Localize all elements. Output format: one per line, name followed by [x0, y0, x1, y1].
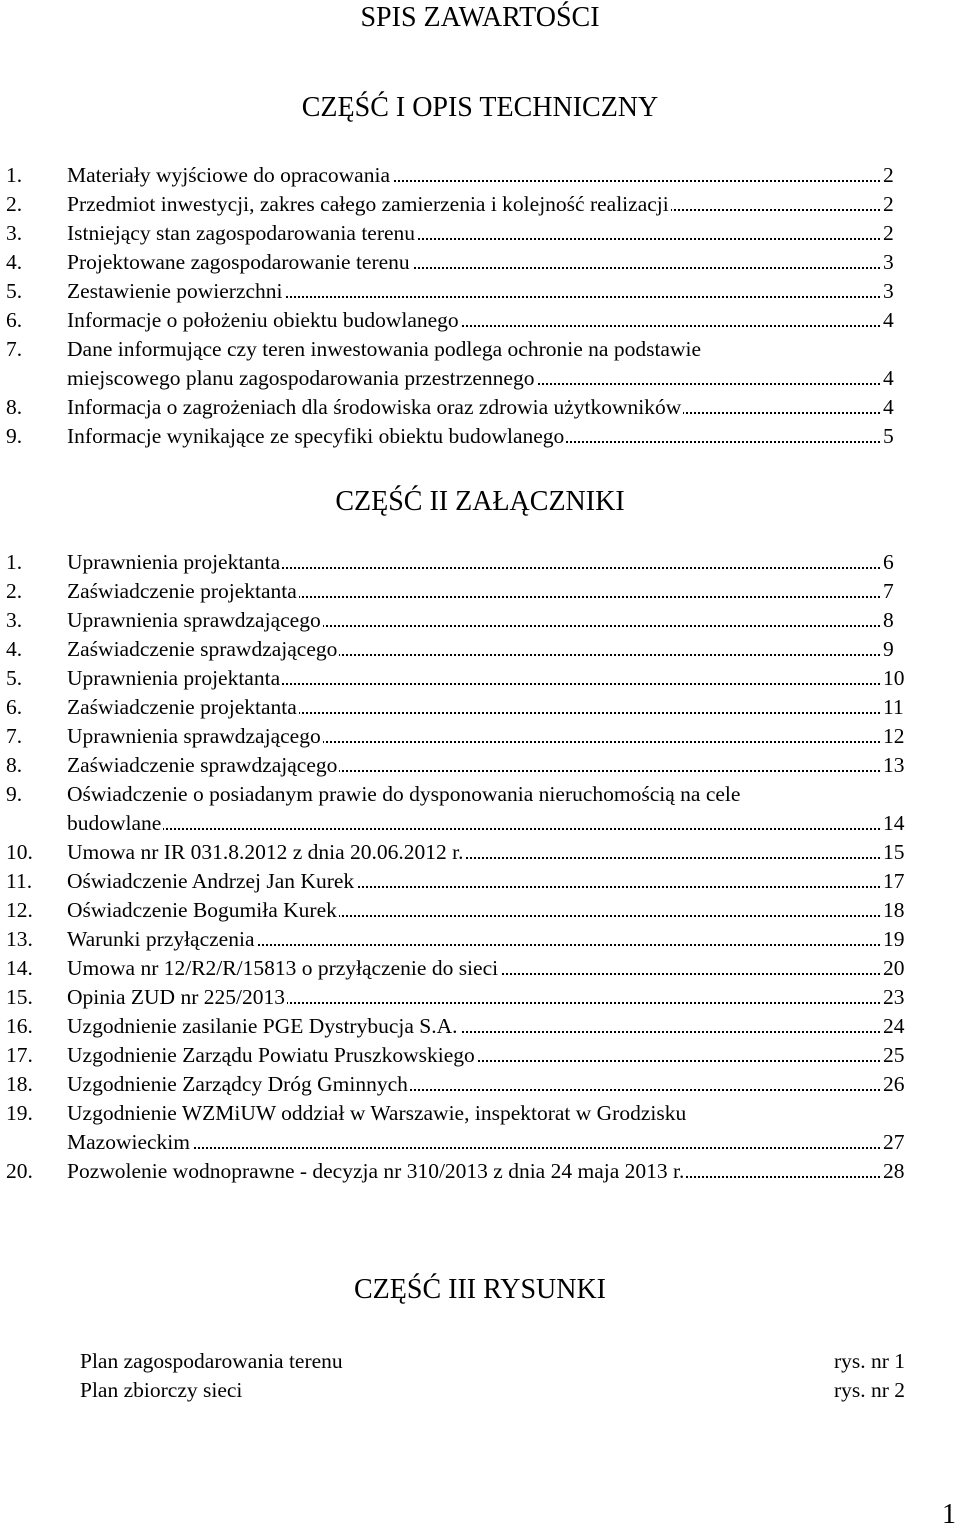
toc-item-page: 9	[883, 637, 894, 661]
toc-item	[0, 1070, 960, 1099]
toc-item-page: 23	[883, 985, 905, 1009]
toc-item-title: budowlane	[67, 811, 162, 835]
toc-item	[0, 548, 960, 577]
toc-item-title: Uprawnienia projektanta	[67, 666, 281, 690]
toc-item-title: miejscowego planu zagospodarowania przestrzennego	[67, 366, 535, 390]
toc-item	[0, 335, 960, 393]
toc-item-page: 4	[883, 395, 894, 419]
toc-item-title: Mazowieckim	[67, 1130, 190, 1154]
toc-item-page: 2	[883, 192, 894, 216]
toc-item-number: 14.	[6, 956, 33, 980]
toc-item	[0, 190, 960, 219]
toc-item-number: 9.	[6, 782, 23, 806]
toc-item-title: Opinia ZUD nr 225/2013	[67, 985, 285, 1009]
toc-item-number: 11.	[6, 869, 33, 893]
toc-item-number: 1.	[6, 550, 23, 574]
drawing-label: Plan zbiorczy sieci	[80, 1378, 243, 1402]
toc-item	[0, 1041, 960, 1070]
toc-item-title: Zestawienie powierzchni	[67, 279, 283, 303]
toc-item-number: 19.	[6, 1101, 33, 1125]
toc-item-number: 6.	[6, 695, 23, 719]
toc-item-page: 5	[883, 424, 894, 448]
document-title: SPIS ZAWARTOŚCI	[360, 2, 600, 33]
toc-item-page: 13	[883, 753, 905, 777]
toc-item	[0, 896, 960, 925]
part1-heading: CZĘŚĆ I OPIS TECHNICZNY	[301, 92, 659, 123]
toc-item	[0, 925, 960, 954]
toc-item-number: 3.	[6, 221, 23, 245]
toc-item-page: 4	[883, 366, 894, 390]
part2-heading: CZĘŚĆ II ZAŁĄCZNIKI	[335, 486, 625, 517]
toc-item-page: 3	[883, 250, 894, 274]
toc-item	[0, 306, 960, 335]
toc-item-number: 7.	[6, 724, 23, 748]
toc-item-page: 25	[883, 1043, 905, 1067]
toc-item	[0, 1157, 960, 1186]
toc-item-title: Zaświadczenie sprawdzającego	[67, 637, 338, 661]
toc-item-title: Przedmiot inwestycji, zakres całego zamierzenia i kolejność realizacji	[67, 192, 669, 216]
drawing-item	[80, 1347, 905, 1376]
toc-item-title: Oświadczenie Andrzej Jan Kurek	[67, 869, 355, 893]
toc-item	[0, 393, 960, 422]
toc-item-number: 3.	[6, 608, 23, 632]
toc-item	[0, 161, 960, 190]
toc-item	[0, 838, 960, 867]
toc-item-page: 10	[883, 666, 905, 690]
toc-item-title: Zaświadczenie sprawdzającego	[67, 753, 338, 777]
toc-item-page: 17	[883, 869, 905, 893]
toc-item	[0, 422, 960, 451]
toc-item-number: 5.	[6, 666, 23, 690]
page-number: 1	[942, 1499, 956, 1530]
toc-item-title: Uprawnienia sprawdzającego	[67, 608, 321, 632]
toc-item	[0, 577, 960, 606]
toc-item-number: 8.	[6, 753, 23, 777]
toc-item-title: Oświadczenie o posiadanym prawie do dysponowania nieruchomością na cele	[67, 782, 741, 806]
toc-item	[0, 983, 960, 1012]
toc-item	[0, 219, 960, 248]
toc-item	[0, 722, 960, 751]
drawing-ref: rys. nr 1	[833, 1349, 905, 1373]
toc-item-page: 7	[883, 579, 894, 603]
toc-item	[0, 751, 960, 780]
toc-item-title: Informacje wynikające ze specyfiki obiektu budowlanego	[67, 424, 565, 448]
toc-item-title: Uzgodnienie WZMiUW oddział w Warszawie, inspektorat w Grodzisku	[67, 1101, 687, 1125]
toc-item-title: Materiały wyjściowe do opracowania	[67, 163, 390, 187]
toc-item-page: 12	[883, 724, 905, 748]
dot-leader	[67, 828, 880, 830]
toc-item-title: Uzgodnienie Zarządu Powiatu Pruszkowskiego	[67, 1043, 475, 1067]
toc-item-number: 2.	[6, 192, 23, 216]
toc-item-title: Zaświadczenie projektanta	[67, 579, 297, 603]
toc-item-page: 19	[883, 927, 905, 951]
toc-item-number: 7.	[6, 337, 23, 361]
toc-item-page: 26	[883, 1072, 905, 1096]
toc-item-title: Uzgodnienie zasilanie PGE Dystrybucja S.A.	[67, 1014, 458, 1038]
toc-item-number: 12.	[6, 898, 33, 922]
toc-item	[0, 635, 960, 664]
toc-item-page: 8	[883, 608, 894, 632]
toc-item-title: Zaświadczenie projektanta	[67, 695, 297, 719]
toc-item-page: 2	[883, 221, 894, 245]
toc-item-number: 16.	[6, 1014, 33, 1038]
drawing-item	[80, 1376, 905, 1405]
toc-item-number: 6.	[6, 308, 23, 332]
toc-item-title: Pozwolenie wodnoprawne - decyzja nr 310/2013 z dnia 24 maja 2013 r.	[67, 1159, 685, 1183]
toc-item-title: Dane informujące czy teren inwestowania podlega ochronie na podstawie	[67, 337, 701, 361]
toc-item-number: 2.	[6, 579, 23, 603]
toc-item-number: 8.	[6, 395, 23, 419]
toc-item-number: 15.	[6, 985, 33, 1009]
toc-item	[0, 277, 960, 306]
part3-heading: CZĘŚĆ III RYSUNKI	[353, 1274, 606, 1305]
part1-toc-list	[0, 161, 960, 451]
toc-item	[0, 1012, 960, 1041]
toc-item-page: 27	[883, 1130, 905, 1154]
toc-item	[0, 867, 960, 896]
drawings-list	[80, 1347, 905, 1405]
drawing-label: Plan zagospodarowania terenu	[80, 1349, 343, 1373]
toc-item-page: 6	[883, 550, 894, 574]
toc-item	[0, 1099, 960, 1157]
toc-item-number: 1.	[6, 163, 23, 187]
toc-item-title: Informacja o zagrożeniach dla środowiska oraz zdrowia użytkowników	[67, 395, 682, 419]
part2-toc-list	[0, 548, 960, 1186]
toc-item-page: 14	[883, 811, 905, 835]
toc-item-page: 20	[883, 956, 905, 980]
toc-item	[0, 693, 960, 722]
toc-item-title: Istniejący stan zagospodarowania terenu	[67, 221, 416, 245]
toc-item-title: Projektowane zagospodarowanie terenu	[67, 250, 410, 274]
toc-item-number: 13.	[6, 927, 33, 951]
toc-item-title: Umowa nr 12/R2/R/15813 o przyłączenie do sieci	[67, 956, 499, 980]
toc-item-number: 4.	[6, 637, 23, 661]
toc-item-title: Uprawnienia projektanta	[67, 550, 281, 574]
toc-item-page: 18	[883, 898, 905, 922]
toc-item-title: Oświadczenie Bogumiła Kurek	[67, 898, 337, 922]
toc-item	[0, 606, 960, 635]
toc-item-number: 5.	[6, 279, 23, 303]
toc-item	[0, 664, 960, 693]
toc-item-page: 4	[883, 308, 894, 332]
toc-item-number: 18.	[6, 1072, 33, 1096]
toc-item-page: 15	[883, 840, 905, 864]
toc-item-number: 4.	[6, 250, 23, 274]
toc-item-page: 24	[883, 1014, 905, 1038]
toc-item-page: 3	[883, 279, 894, 303]
toc-item-number: 9.	[6, 424, 23, 448]
toc-item	[0, 954, 960, 983]
toc-item-number: 10.	[6, 840, 33, 864]
toc-item-number: 17.	[6, 1043, 33, 1067]
toc-item-title: Informacje o położeniu obiektu budowlanego	[67, 308, 459, 332]
drawing-ref: rys. nr 2	[833, 1378, 905, 1402]
toc-item-title: Uzgodnienie Zarządcy Dróg Gminnych	[67, 1072, 408, 1096]
toc-item	[0, 248, 960, 277]
toc-item-title: Uprawnienia sprawdzającego	[67, 724, 321, 748]
toc-item-title: Warunki przyłączenia	[67, 927, 255, 951]
toc-item-page: 2	[883, 163, 894, 187]
toc-item-title: Umowa nr IR 031.8.2012 z dnia 20.06.2012 r.	[67, 840, 464, 864]
toc-item	[0, 780, 960, 838]
toc-item-page: 28	[883, 1159, 905, 1183]
toc-item-page: 11	[883, 695, 904, 719]
toc-item-number: 20.	[6, 1159, 33, 1183]
